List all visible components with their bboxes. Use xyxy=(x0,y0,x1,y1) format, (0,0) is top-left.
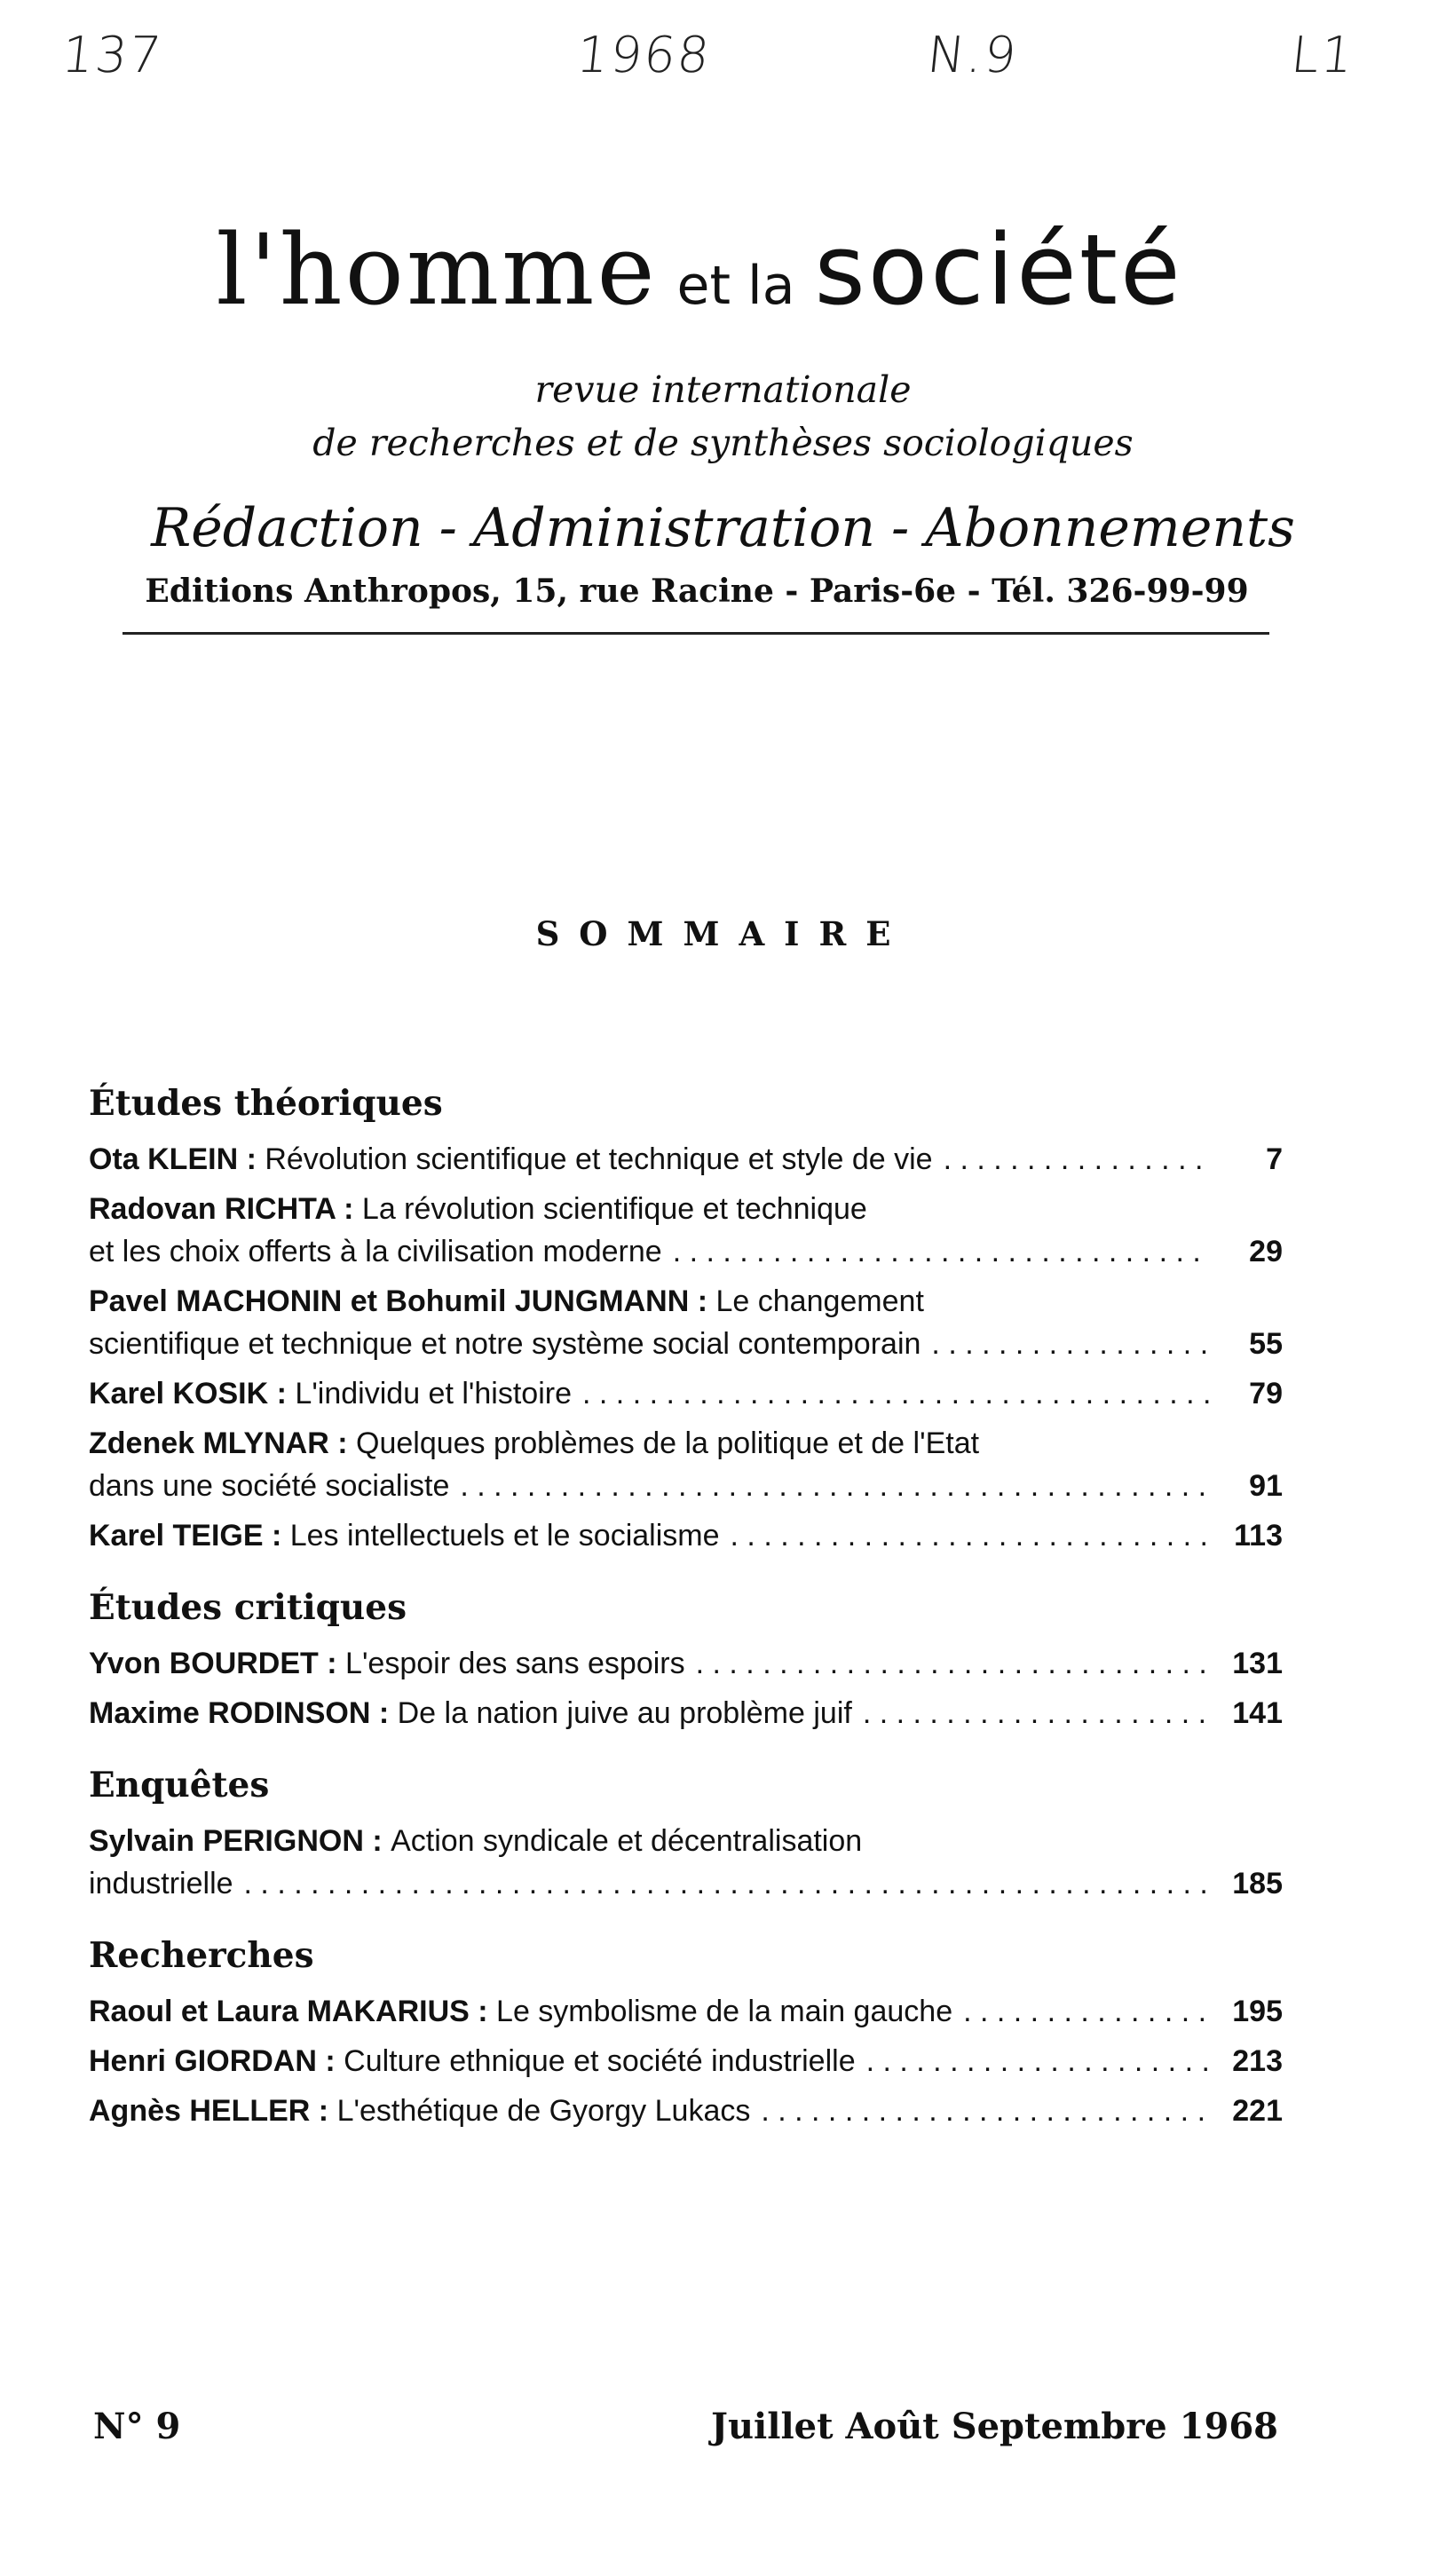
entry-title: La révolution scientifique et technique xyxy=(361,1192,867,1226)
page-number: 91 xyxy=(1249,1469,1283,1503)
handwritten-number: 137 xyxy=(59,27,166,84)
leader-dots xyxy=(963,1990,1212,2033)
handwritten-year: 1968 xyxy=(573,27,714,84)
entry-author: Maxime RODINSON xyxy=(89,1696,371,1730)
toc-entry: Henri GIORDAN : Culture ethnique et société industrielle . . . 213 xyxy=(89,2040,1283,2082)
entry-author: Zdenek MLYNAR xyxy=(89,1426,329,1460)
redaction-label: Rédaction xyxy=(151,497,423,559)
entry-author: Agnès HELLER xyxy=(89,2094,311,2128)
toc-section xyxy=(89,1587,1283,1734)
entry-title: De la nation juive au problème juif xyxy=(397,1696,852,1730)
toc-entry: Raoul et Laura MAKARIUS : Le symbolisme de la main gauche . . . 195 xyxy=(89,1990,1283,2033)
leader-dots xyxy=(931,1323,1212,1365)
sommaire-heading: SOMMAIRE xyxy=(535,914,911,953)
entry-author: Raoul et Laura MAKARIUS xyxy=(89,1995,470,2028)
entry-author: Karel KOSIK xyxy=(89,1377,269,1410)
leader-dots xyxy=(673,1230,1212,1273)
entry-author: Ota KLEIN xyxy=(89,1142,239,1176)
publisher-address: Editions Anthropos, 15, rue Racine - Paris-6e - Tél. 326-99-99 xyxy=(145,573,1249,610)
entry-author: Radovan RICHTA xyxy=(89,1192,336,1226)
administration-label: Administration xyxy=(472,497,875,559)
entry-author: Karel TEIGE xyxy=(89,1519,264,1553)
title-part-homme: l'homme xyxy=(216,213,658,327)
toc-entry: Maxime RODINSON : De la nation juive au problème juif . . . 141 xyxy=(89,1692,1283,1734)
toc-entry: Yvon BOURDET : L'espoir des sans espoirs . . . 131 xyxy=(89,1642,1283,1685)
toc-entry: Ota KLEIN : Révolution scientifique et technique et style de vie . . . 7 xyxy=(89,1138,1283,1181)
leader-dots xyxy=(863,1692,1212,1734)
entry-title: L'individu et l'histoire xyxy=(295,1377,573,1410)
title-part-et-la: et la xyxy=(676,255,795,317)
toc-section xyxy=(89,1935,1283,2132)
entry-title: et les choix offerts à la civilisation moderne xyxy=(89,1235,662,1268)
page-number: 185 xyxy=(1232,1867,1283,1900)
page-number: 213 xyxy=(1232,2044,1283,2078)
redaction-line xyxy=(0,497,1446,559)
page-number: 195 xyxy=(1232,1995,1283,2028)
entry-author: Henri GIORDAN xyxy=(89,2044,317,2078)
header-divider xyxy=(122,632,1269,635)
entry-title: Révolution scientifique et technique et style de vie xyxy=(265,1142,933,1176)
issue-date: Juillet Août Septembre 1968 xyxy=(711,2406,1278,2447)
entry-author: Pavel MACHONIN et Bohumil JUNGMANN xyxy=(89,1284,690,1318)
page-number: 131 xyxy=(1232,1647,1283,1680)
toc-entry: Karel TEIGE : Les intellectuels et le socialisme . . . 113 xyxy=(89,1514,1283,1557)
leader-dots xyxy=(944,1138,1212,1181)
abonnements-label: Abonnements xyxy=(925,497,1295,559)
leader-dots xyxy=(731,1514,1212,1557)
toc-entry: Agnès HELLER : L'esthétique de Gyorgy Lukacs . . . 221 xyxy=(89,2090,1283,2132)
subtitle-line-2: de recherches et de synthèses sociologiques xyxy=(312,422,1134,464)
journal-title xyxy=(96,213,1303,327)
table-of-contents xyxy=(89,1083,1283,2162)
section-title: Recherches xyxy=(89,1935,314,1976)
toc-entry: Karel KOSIK : L'individu et l'histoire . . . 79 xyxy=(89,1372,1283,1415)
page-number: 141 xyxy=(1232,1696,1283,1730)
handwritten-issue: N.9 xyxy=(924,27,1021,84)
entry-title: L'espoir des sans espoirs xyxy=(345,1647,685,1680)
entry-title: L'esthétique de Gyorgy Lukacs xyxy=(336,2094,751,2128)
entry-title: Quelques problèmes de la politique et de l'Etat xyxy=(356,1426,980,1460)
entry-author: Sylvain PERIGNON xyxy=(89,1824,364,1858)
leader-dots xyxy=(761,2090,1212,2132)
toc-entry: Radovan RICHTA : La révolution scientifique et technique et les choix offerts à la civilisation moderne . . . 29 xyxy=(89,1188,1283,1273)
section-title: Études théoriques xyxy=(89,1083,443,1124)
separator: - xyxy=(439,497,457,559)
page-number: 113 xyxy=(1234,1519,1283,1553)
toc-entry: Pavel MACHONIN et Bohumil JUNGMANN : Le changement scientifique et technique et notre système social contemporain . . . 55 xyxy=(89,1280,1283,1365)
title-part-societe: société xyxy=(814,213,1183,327)
toc-section xyxy=(89,1083,1283,1557)
page-number: 29 xyxy=(1249,1235,1283,1268)
leader-dots xyxy=(866,2040,1212,2082)
toc-section xyxy=(89,1765,1283,1905)
leader-dots xyxy=(696,1642,1212,1685)
entry-author: Yvon BOURDET xyxy=(89,1647,319,1680)
entry-title: Le changement xyxy=(715,1284,924,1318)
page-number: 221 xyxy=(1232,2094,1283,2128)
toc-entry: Sylvain PERIGNON : Action syndicale et décentralisation industrielle . . . 185 xyxy=(89,1820,1283,1905)
separator: - xyxy=(891,497,910,559)
entry-title: Action syndicale et décentralisation xyxy=(391,1824,863,1858)
entry-title: dans une société socialiste xyxy=(89,1469,450,1503)
page-number: 79 xyxy=(1249,1377,1283,1410)
leader-dots xyxy=(460,1465,1212,1507)
entry-title: scientifique et technique et notre système social contemporain xyxy=(89,1327,921,1361)
entry-title: industrielle xyxy=(89,1867,233,1900)
entry-title: Le symbolisme de la main gauche xyxy=(496,1995,953,2028)
leader-dots xyxy=(582,1372,1212,1415)
page-number: 7 xyxy=(1266,1142,1283,1176)
entry-title: Les intellectuels et le socialisme xyxy=(289,1519,720,1553)
section-title: Enquêtes xyxy=(89,1765,270,1806)
handwritten-mark: L1 xyxy=(1288,27,1358,84)
subtitle-line-1: revue internationale xyxy=(534,368,912,411)
section-title: Études critiques xyxy=(89,1587,407,1628)
page-number: 55 xyxy=(1249,1327,1283,1361)
issue-number: N° 9 xyxy=(93,2406,181,2447)
entry-title: Culture ethnique et société industrielle xyxy=(344,2044,856,2078)
leader-dots xyxy=(244,1862,1212,1905)
toc-entry: Zdenek MLYNAR : Quelques problèmes de la politique et de l'Etat dans une société socialiste . . . 91 xyxy=(89,1422,1283,1507)
